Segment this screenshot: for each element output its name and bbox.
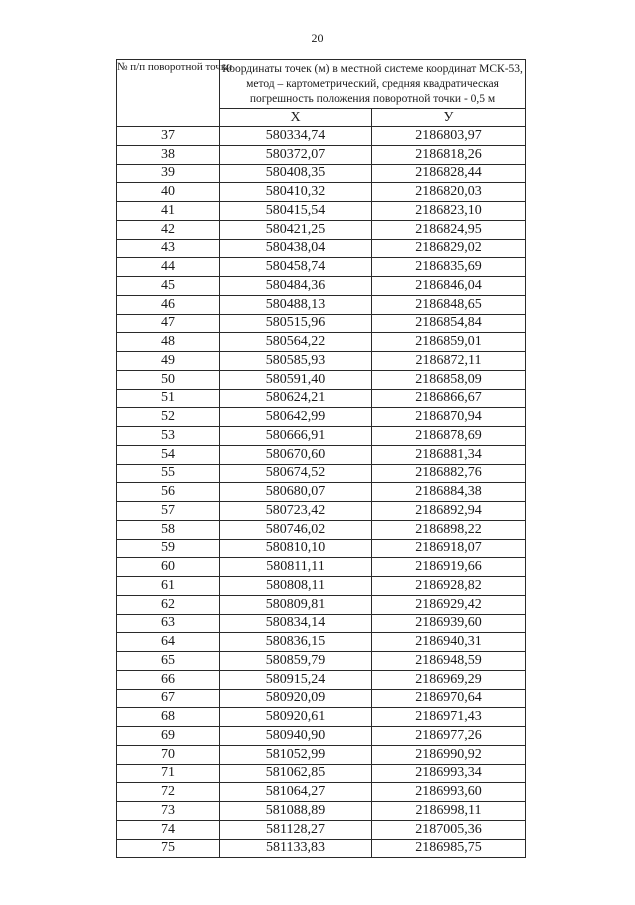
point-number-cell: 47 [117,314,220,333]
point-number-cell: 55 [117,464,220,483]
point-number-cell: 52 [117,408,220,427]
x-coordinate-cell: 580624,21 [220,389,372,408]
x-coordinate-cell: 580591,40 [220,370,372,389]
y-coordinate-cell: 2186993,60 [372,783,526,802]
table-row [117,539,526,558]
y-coordinate-cell: 2186866,67 [372,389,526,408]
x-coordinate-cell: 581088,89 [220,802,372,821]
table-row [117,708,526,727]
x-coordinate-cell: 580515,96 [220,314,372,333]
point-number-cell: 48 [117,333,220,352]
x-coordinate-cell: 580438,04 [220,239,372,258]
x-coordinate-cell: 580334,74 [220,127,372,146]
y-coordinate-cell: 2186985,75 [372,839,526,858]
x-coordinate-cell: 580421,25 [220,220,372,239]
y-coordinate-cell: 2186882,76 [372,464,526,483]
header-point-number: № п/п поворотной точки [117,60,220,127]
table-row [117,333,526,352]
table-row [117,427,526,446]
table-row [117,727,526,746]
x-coordinate-cell: 580811,11 [220,558,372,577]
header-x: Х [220,109,372,127]
y-coordinate-cell: 2186878,69 [372,427,526,446]
table-row [117,239,526,258]
point-number-cell: 66 [117,670,220,689]
table-row [117,520,526,539]
x-coordinate-cell: 581133,83 [220,839,372,858]
y-coordinate-cell: 2186929,42 [372,595,526,614]
point-number-cell: 61 [117,577,220,596]
point-number-cell: 50 [117,370,220,389]
y-coordinate-cell: 2187005,36 [372,820,526,839]
y-coordinate-cell: 2186892,94 [372,502,526,521]
x-coordinate-cell: 580808,11 [220,577,372,596]
y-coordinate-cell: 2186854,84 [372,314,526,333]
point-number-cell: 42 [117,220,220,239]
table-row [117,370,526,389]
y-coordinate-cell: 2186939,60 [372,614,526,633]
point-number-cell: 51 [117,389,220,408]
table-row [117,483,526,502]
point-number-cell: 37 [117,127,220,146]
y-coordinate-cell: 2186858,09 [372,370,526,389]
y-coordinate-cell: 2186990,92 [372,745,526,764]
x-coordinate-cell: 580564,22 [220,333,372,352]
y-coordinate-cell: 2186828,44 [372,164,526,183]
table-row [117,408,526,427]
x-coordinate-cell: 580723,42 [220,502,372,521]
point-number-cell: 56 [117,483,220,502]
y-coordinate-cell: 2186969,29 [372,670,526,689]
y-coordinate-cell: 2186993,34 [372,764,526,783]
point-number-cell: 58 [117,520,220,539]
table-row [117,745,526,764]
x-coordinate-cell: 580920,09 [220,689,372,708]
point-number-cell: 54 [117,445,220,464]
x-coordinate-cell: 580746,02 [220,520,372,539]
x-coordinate-cell: 580809,81 [220,595,372,614]
coordinates-table [116,59,526,858]
y-coordinate-cell: 2186918,07 [372,539,526,558]
y-coordinate-cell: 2186820,03 [372,183,526,202]
table-row [117,839,526,858]
page-number: 20 [311,31,324,45]
point-number-cell: 38 [117,145,220,164]
table-row [117,314,526,333]
table-row [117,558,526,577]
point-number-cell: 44 [117,258,220,277]
table-row [117,633,526,652]
table-row [117,202,526,221]
x-coordinate-cell: 580585,93 [220,352,372,371]
x-coordinate-cell: 581062,85 [220,764,372,783]
table-body [117,127,526,858]
table-row [117,295,526,314]
y-coordinate-cell: 2186859,01 [372,333,526,352]
table-row [117,352,526,371]
x-coordinate-cell: 580940,90 [220,727,372,746]
table-row [117,783,526,802]
point-number-cell: 74 [117,820,220,839]
x-coordinate-cell: 580642,99 [220,408,372,427]
x-coordinate-cell: 580680,07 [220,483,372,502]
x-coordinate-cell: 581128,27 [220,820,372,839]
point-number-cell: 46 [117,295,220,314]
x-coordinate-cell: 580488,13 [220,295,372,314]
header-coordinates-description: Координаты точек (м) в местной системе координат МСК-53, метод – картометрический, средняя квадратическая погрешность положения поворотной точки - 0,5 м [220,60,526,109]
x-coordinate-cell: 580859,79 [220,652,372,671]
x-coordinate-cell: 580666,91 [220,427,372,446]
table-row [117,389,526,408]
y-coordinate-cell: 2186940,31 [372,633,526,652]
table-row [117,670,526,689]
point-number-cell: 60 [117,558,220,577]
y-coordinate-cell: 2186848,65 [372,295,526,314]
y-coordinate-cell: 2186829,02 [372,239,526,258]
table-row [117,764,526,783]
table-row [117,258,526,277]
point-number-cell: 63 [117,614,220,633]
point-number-cell: 67 [117,689,220,708]
y-coordinate-cell: 2186872,11 [372,352,526,371]
y-coordinate-cell: 2186898,22 [372,520,526,539]
point-number-cell: 49 [117,352,220,371]
y-coordinate-cell: 2186803,97 [372,127,526,146]
x-coordinate-cell: 580408,35 [220,164,372,183]
table-row [117,445,526,464]
x-coordinate-cell: 580372,07 [220,145,372,164]
table-row [117,277,526,296]
point-number-cell: 72 [117,783,220,802]
x-coordinate-cell: 580458,74 [220,258,372,277]
y-coordinate-cell: 2186884,38 [372,483,526,502]
point-number-cell: 64 [117,633,220,652]
x-coordinate-cell: 580670,60 [220,445,372,464]
y-coordinate-cell: 2186948,59 [372,652,526,671]
y-coordinate-cell: 2186919,66 [372,558,526,577]
y-coordinate-cell: 2186870,94 [372,408,526,427]
y-coordinate-cell: 2186977,26 [372,727,526,746]
y-coordinate-cell: 2186824,95 [372,220,526,239]
x-coordinate-cell: 580920,61 [220,708,372,727]
x-coordinate-cell: 581052,99 [220,745,372,764]
x-coordinate-cell: 580915,24 [220,670,372,689]
y-coordinate-cell: 2186928,82 [372,577,526,596]
point-number-cell: 53 [117,427,220,446]
point-number-cell: 65 [117,652,220,671]
x-coordinate-cell: 580484,36 [220,277,372,296]
header-y: У [372,109,526,127]
x-coordinate-cell: 580415,54 [220,202,372,221]
table-row [117,127,526,146]
table-row [117,595,526,614]
y-coordinate-cell: 2186846,04 [372,277,526,296]
table-row [117,577,526,596]
y-coordinate-cell: 2186835,69 [372,258,526,277]
point-number-cell: 73 [117,802,220,821]
y-coordinate-cell: 2186971,43 [372,708,526,727]
x-coordinate-cell: 580836,15 [220,633,372,652]
y-coordinate-cell: 2186823,10 [372,202,526,221]
y-coordinate-cell: 2186970,64 [372,689,526,708]
x-coordinate-cell: 580834,14 [220,614,372,633]
table-row [117,689,526,708]
point-number-cell: 41 [117,202,220,221]
point-number-cell: 43 [117,239,220,258]
point-number-cell: 40 [117,183,220,202]
point-number-cell: 71 [117,764,220,783]
table-row [117,652,526,671]
table-row [117,145,526,164]
table-row [117,183,526,202]
point-number-cell: 70 [117,745,220,764]
point-number-cell: 57 [117,502,220,521]
table-row [117,802,526,821]
point-number-cell: 59 [117,539,220,558]
point-number-cell: 62 [117,595,220,614]
x-coordinate-cell: 580810,10 [220,539,372,558]
y-coordinate-cell: 2186818,26 [372,145,526,164]
point-number-cell: 39 [117,164,220,183]
table-row [117,464,526,483]
table-row [117,164,526,183]
point-number-cell: 69 [117,727,220,746]
x-coordinate-cell: 581064,27 [220,783,372,802]
x-coordinate-cell: 580410,32 [220,183,372,202]
y-coordinate-cell: 2186998,11 [372,802,526,821]
table-row [117,502,526,521]
table-row [117,220,526,239]
point-number-cell: 45 [117,277,220,296]
point-number-cell: 75 [117,839,220,858]
y-coordinate-cell: 2186881,34 [372,445,526,464]
table-row [117,614,526,633]
point-number-cell: 68 [117,708,220,727]
table-row [117,820,526,839]
x-coordinate-cell: 580674,52 [220,464,372,483]
